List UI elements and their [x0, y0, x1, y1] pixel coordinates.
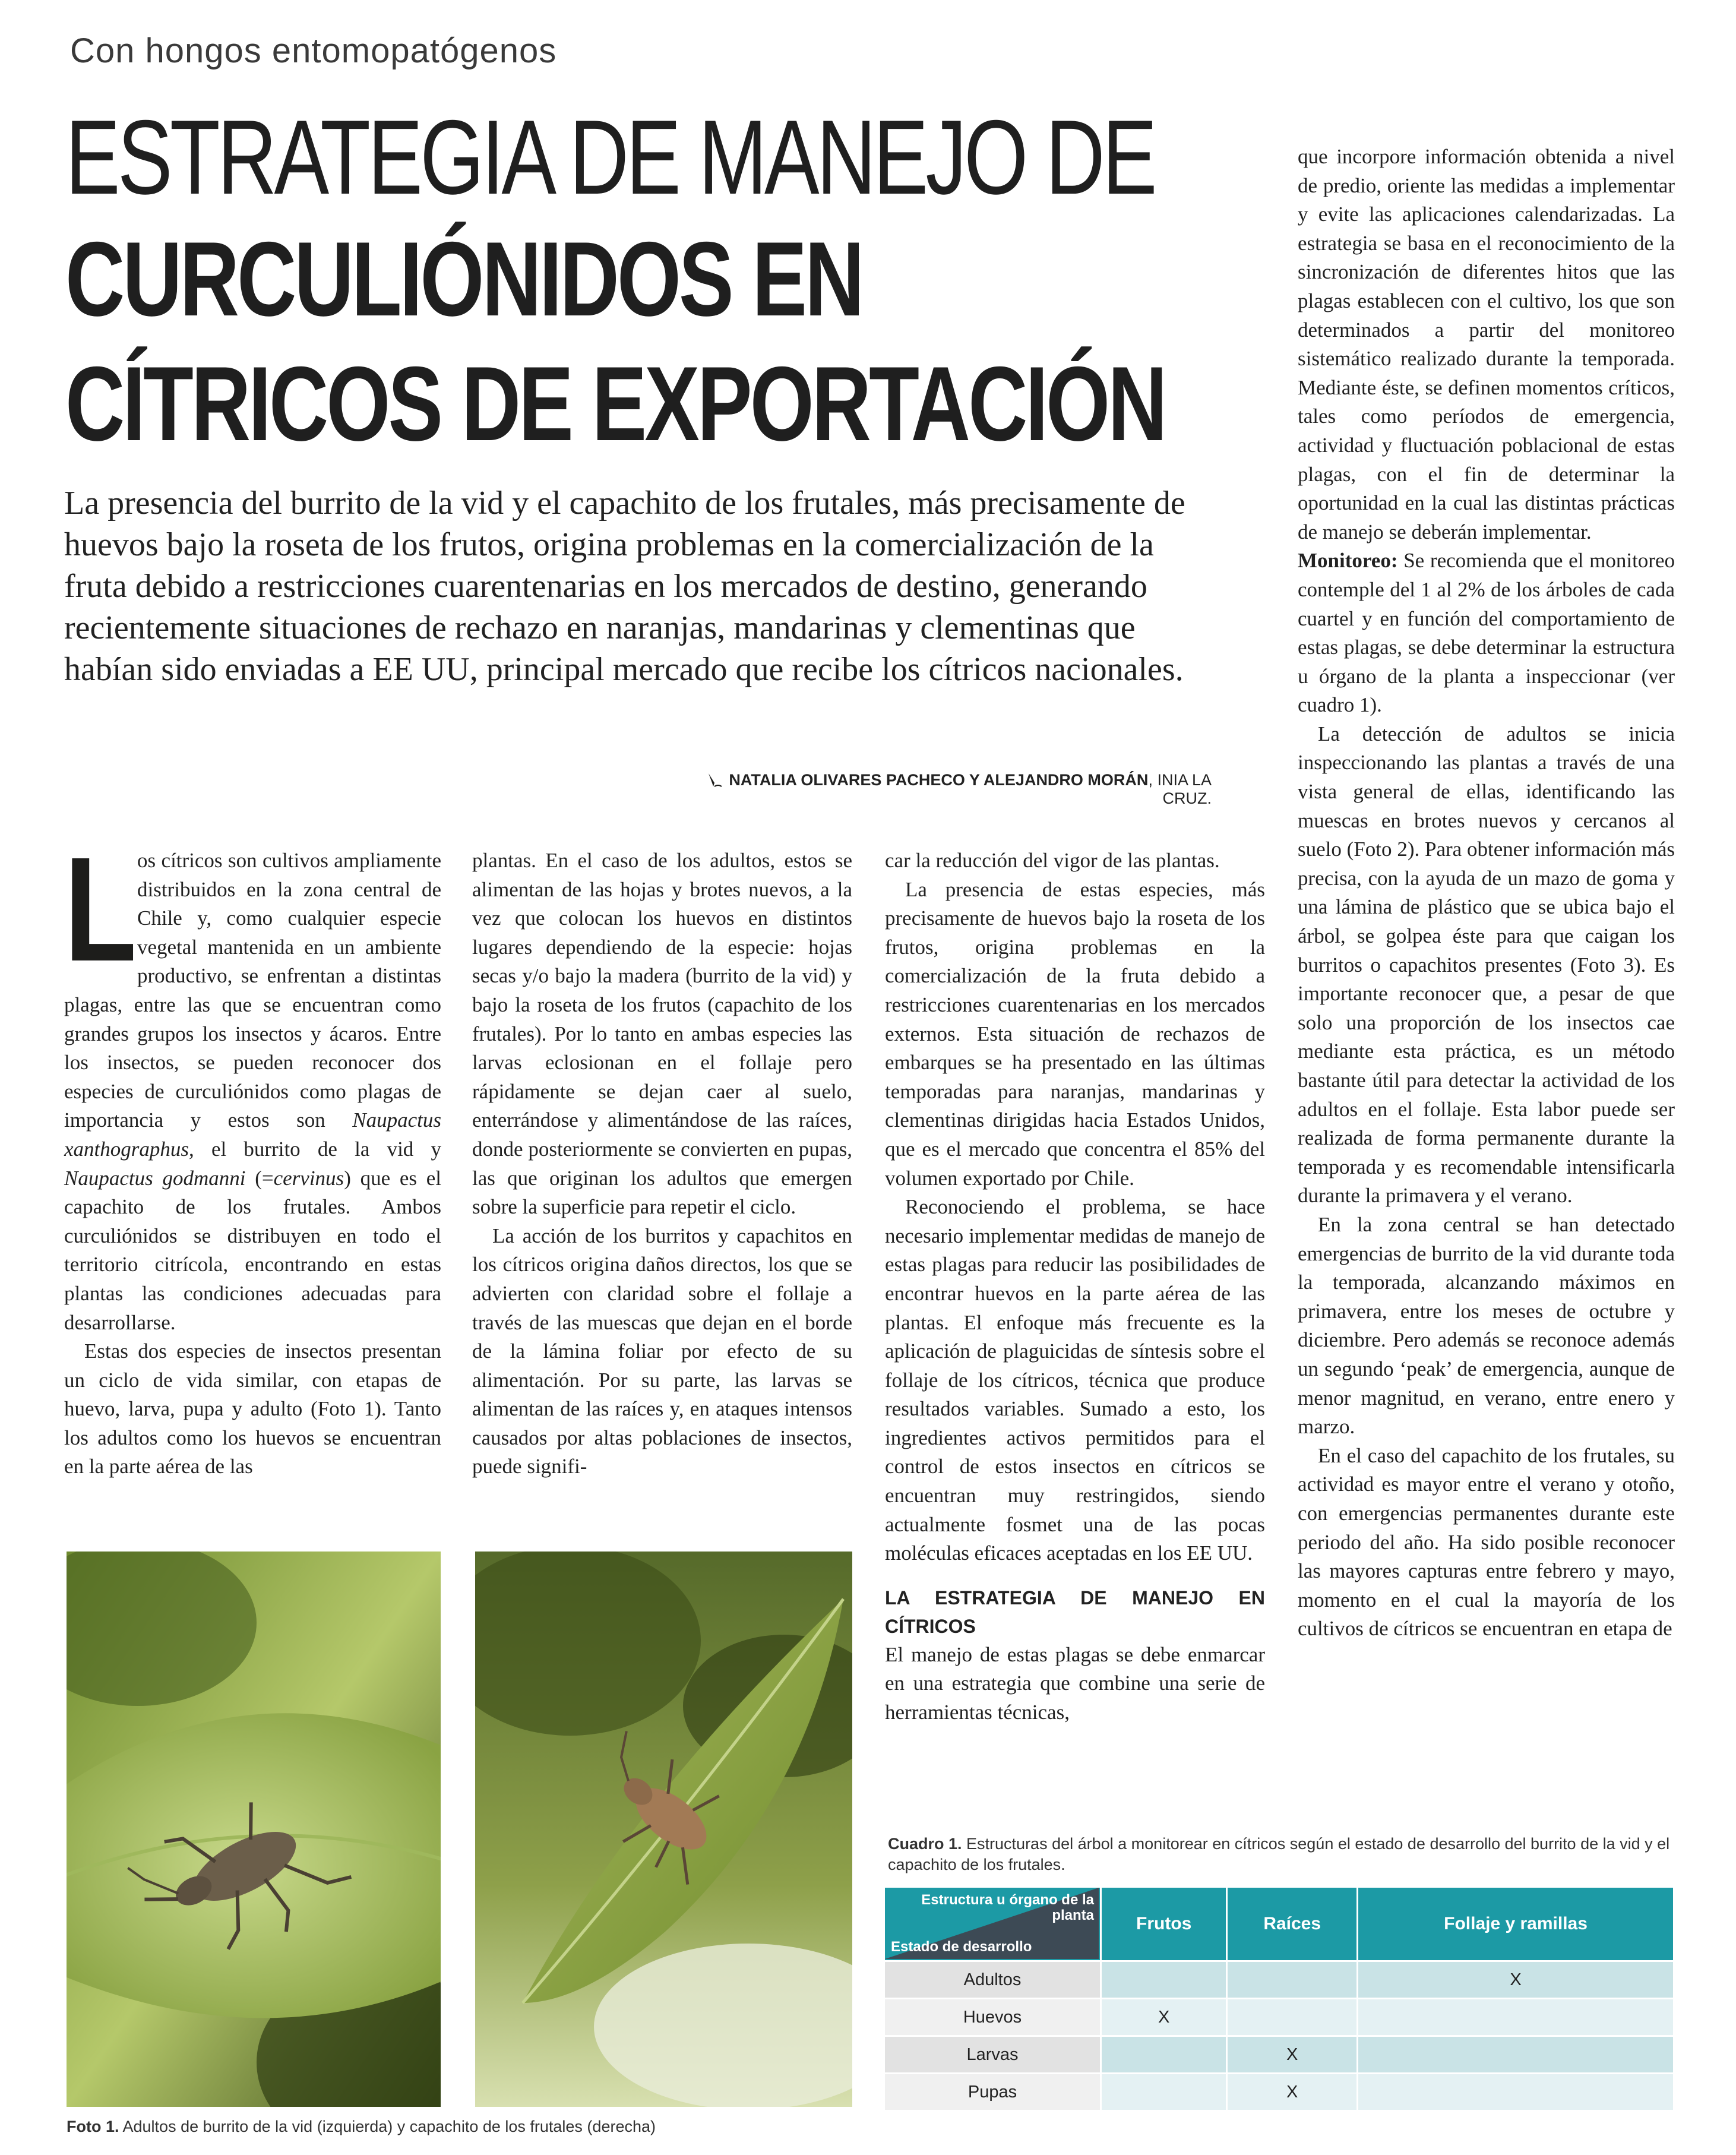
table-cell: X: [1101, 1999, 1227, 2036]
table-header-row: [885, 1888, 1674, 1961]
photo-capachito-de-los-frutales: [475, 1552, 852, 2107]
paragraph: La acción de los burritos y capachitos en los cítricos origina daños directos, los que se advierten con claridad sobre el follaje a través de las muescas que dejan en el borde de la lámina foliar por efecto de su alimentación. Por su parte, las larvas se alimentan de las raíces y, en ataques intensos causados por altas poblaciones de insectos, puede signifi-: [472, 1224, 852, 1478]
paragraph: [1298, 546, 1675, 720]
paragraph: En el caso del capachito de los frutales, su actividad es mayor entre el verano y otoño, con emergencias permanentes durante este periodo del año. Ha sido posible reconocer las mayores capturas entre febrero y mayo, momento en el cual la mayoría de los cultivos de cítricos se encuentran en etapa de: [1298, 1443, 1675, 1641]
table-cell: X: [1227, 2074, 1358, 2110]
title-line-2: CURCULIÓNIDOS EN: [65, 220, 862, 338]
row-label: Huevos: [885, 1999, 1101, 2036]
table-cell: [1358, 2074, 1674, 2110]
paragraph: Reconociendo el problema, se hace necesario implementar medidas de manejo de estas plagas para reducir las posibilidades de encontrar huevos en la parte aérea de las plantas. El enfoque más frecuente es la aplicación de plaguicidas de síntesis sobre el follaje de los cítricos, técnica que produce resultados variables. Sumado a esto, los ingredientes activos permitidos para el control de estos insectos en cítricos se encuentran muy restringidos, siendo actualmente fosmet una de las pocas moléculas eficaces aceptadas en los EE UU.: [885, 1195, 1265, 1565]
paragraph: Estas dos especies de insectos presentan un ciclo de vida similar, con etapas de huevo, larva, pupa y adulto (Foto 1). Tanto los adultos como los huevos se encuentran en la parte aérea de las: [64, 1339, 441, 1478]
caption-label: Cuadro 1.: [888, 1835, 962, 1853]
species-name: Naupactus xanthographus: [64, 1108, 441, 1161]
table-row: [885, 1961, 1674, 1999]
caption-text: Estructuras del árbol a monitorear en cítricos según el estado de desarrollo del burrito de la vid y el capachito de los frutales.: [888, 1835, 1670, 1873]
paragraph: que incorpore información obtenida a nivel de predio, oriente las medidas a implementar y evite las aplicaciones calendarizadas. La estrategia se basa en el reconocimiento de la sincronización de diferentes hitos que las plagas establecen con el cultivo, los que son determinados a partir del monitoreo sistemático realizado durante la temporada. Mediante éste, se definen momentos críticos, tales como períodos de emergencia, actividad y fluctuación poblacional de estas plagas, con el fin de determinar la oportunidad en la cual las distintas prácticas de manejo se deberán implementar.: [1298, 145, 1675, 544]
table-cell: [1227, 1999, 1358, 2036]
table-cell: X: [1227, 2036, 1358, 2074]
table-cell: [1101, 2074, 1227, 2110]
monitoring-table: [885, 1888, 1675, 2110]
table-cell: [1358, 2036, 1674, 2074]
corner-bottom-label: Estado de desarrollo: [891, 1939, 1032, 1955]
paragraph-text: Se recomienda que el monitoreo contemple del 1 al 2% de los árboles de cada cuartel y en función del comportamiento de estas plagas, se debe determinar la estructura u órgano de la planta a inspeccionar (ver cuadro 1).: [1298, 549, 1675, 717]
paragraph-text: ) que es el capachito de los frutales. Ambos curculiónidos se distribuyen en todo el territorio citrícola, encontrando en estas plantas las condiciones adecuadas para desarrollarse.: [64, 1166, 441, 1334]
column-2: [472, 846, 852, 1481]
title-line-3: CÍTRICOS DE EXPORTACIÓN: [65, 345, 1165, 463]
paragraph: plantas. En el caso de los adultos, estos se alimentan de las hojas y brotes nuevos, a la vez que colocan los huevos en distintos lugares dependiendo de la especie: hojas secas y/o bajo la madera (burrito de la vid) y bajo la roseta de los frutos (capachito de los frutales). Por lo tanto en ambas especies las larvas eclosionan en el follaje pero rápidamente se dejan caer al suelo, enterrándose y alimentándose de las raíces, donde posteriormente se convierten en pupas, las que originan los adultos que emergen sobre la superficie para repetir el ciclo.: [472, 849, 852, 1219]
caption-text: Adultos de burrito de la vid (izquierda) y capachito de los frutales (derecha): [119, 2118, 656, 2135]
drop-cap: L: [64, 826, 137, 992]
table-corner-header: [885, 1888, 1101, 1961]
title-line-1: ESTRATEGIA DE MANEJO DE: [65, 98, 1155, 216]
byline: [689, 771, 1212, 808]
lead-paragraph: La presencia del burrito de la vid y el capachito de los frutales, más precisamente de huevos bajo la roseta de los frutos, origina problemas en la comercialización de la fruta debido a restricciones cuarentenarias en los mercados de destino, generando recientemente situaciones de rechazo en naranjas, mandarinas y clementinas que habían sido enviadas a EE UU, principal mercado que recibe los cítricos nacionales.: [64, 485, 1185, 688]
column-3: [885, 846, 1265, 1727]
table-cell: [1101, 2036, 1227, 2074]
table-row: [885, 2036, 1674, 2074]
paragraph: car la reducción del vigor de las plantas.: [885, 849, 1220, 872]
paragraph: La detección de adultos se inicia inspeccionando las plantas a través de una vista general de ellas, identificando las muescas en brotes nuevos y cercanos al suelo (Foto 2). Para obtener información más precisa, con la ayuda de un mazo de goma y una lámina de plástico que se ubica bajo el árbol, se golpea éste para que caigan los burritos o capachitos presentes (Foto 3). Es importante reconocer que, a pesar de que solo una proporción de los insectos cae mediante esta práctica, es un método bastante útil para detectar la actividad de los adultos en el follaje. Esta labor puede ser realizada de forma permanente durante la temporada y es recomendable intensificarla durante la primavera y el verano.: [1298, 722, 1675, 1208]
author-names: NATALIA OLIVARES PACHECO Y ALEJANDRO MORÁN: [729, 771, 1149, 789]
photo-caption: [67, 2118, 856, 2136]
photo-burrito-de-la-vid: [67, 1552, 441, 2107]
table-cell: [1358, 1999, 1674, 2036]
paragraph-text: , el burrito de la vid y: [189, 1137, 441, 1161]
row-label: Larvas: [885, 2036, 1101, 2074]
pen-icon: [706, 771, 724, 789]
species-name: Naupactus godmanni: [64, 1166, 246, 1190]
section-kicker: Con hongos entomopatógenos: [70, 31, 557, 70]
paragraph: El manejo de estas plagas se debe enmarcar en una estrategia que combine una serie de herramientas técnicas,: [885, 1642, 1265, 1724]
section-subheading: LA ESTRATEGIA DE MANEJO EN CÍTRICOS: [885, 1587, 1265, 1637]
table-row: [885, 2074, 1674, 2110]
article-title: [65, 98, 1223, 466]
paragraph: En la zona central se han detectado emergencias de burrito de la vid durante toda la temporada, alcanzando máximos en primavera, entre los meses de octubre y diciembre. Pero además se reconoce además un segundo ‘peak’ de emergencia, aunque de menor magnitud, en verano, entre enero y marzo.: [1298, 1212, 1675, 1439]
paragraph: [64, 826, 441, 1337]
paragraph-text: (=: [245, 1166, 274, 1190]
corner-top-label: Estructura u órgano de la planta: [921, 1892, 1094, 1923]
table-caption: [888, 1834, 1681, 1875]
caption-label: Foto 1.: [67, 2118, 119, 2135]
column-header: Raíces: [1227, 1888, 1358, 1961]
table-row: [885, 1999, 1674, 2036]
author-affiliation: , INIA LA CRUZ.: [1148, 771, 1212, 807]
row-label: Pupas: [885, 2074, 1101, 2110]
column-header: Follaje y ramillas: [1358, 1888, 1674, 1961]
column-1: [64, 826, 441, 1481]
table-cell: [1227, 1961, 1358, 1999]
paragraph: La presencia de estas especies, más precisamente de huevos bajo la roseta de los frutos, origina problemas en la comercialización de la fruta debido a restricciones cuarentenarias en los mercados externos. Esta situación de rechazos de embarques se ha presentado en las últimas temporadas para naranjas, mandarinas y clementinas dirigidas hacia Estados Unidos, que es el mercado que concentra el 85% del volumen exportado por Chile.: [885, 877, 1265, 1190]
column-header: Frutos: [1101, 1888, 1227, 1961]
species-name: cervinus: [273, 1166, 344, 1190]
table-cell: [1101, 1961, 1227, 1999]
row-label: Adultos: [885, 1961, 1101, 1999]
paragraph-text: os cítricos son cultivos ampliamente distribuidos en la zona central de Chile y, como cualquier especie vegetal mantenida en un ambiente productivo, se enfrentan a distintas plagas, entre las que se encuentran como grandes grupos los insectos y ácaros. Entre los insectos, se pueden reconocer dos especies de curculiónidos como plagas de importancia y estos son: [64, 849, 441, 1132]
inline-label: Monitoreo:: [1298, 549, 1398, 573]
column-4: [1298, 143, 1675, 1644]
table-cell: X: [1358, 1961, 1674, 1999]
